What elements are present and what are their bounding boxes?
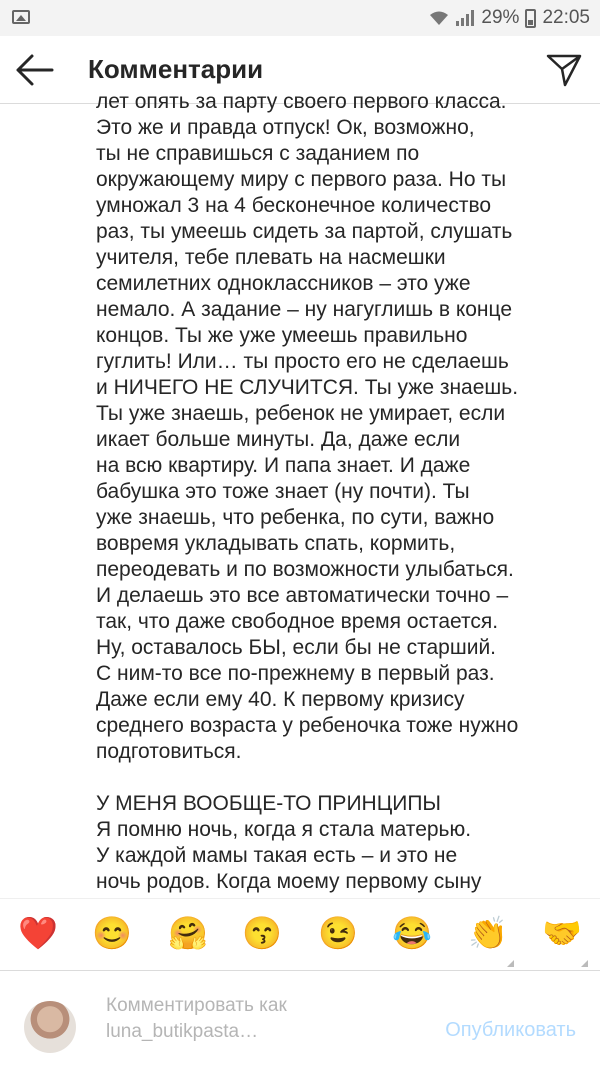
hugging-face-emoji[interactable]: 🤗 <box>168 915 208 951</box>
handshake-glyph: 🤝 <box>542 915 582 951</box>
comment-line: окружающему миру с первого раза. Но ты <box>96 168 507 191</box>
comment-placeholder-line2: luna_butikpasta… <box>106 1021 259 1042</box>
wifi-icon <box>429 10 449 26</box>
arrow-left-icon[interactable] <box>14 52 54 88</box>
kissing-smiling-eyes-emoji[interactable]: 😙 <box>242 915 282 951</box>
skin-tone-corner-icon <box>581 960 588 967</box>
comment-line: уже знаешь, что ребенка, по сути, важно <box>96 506 495 529</box>
comment-placeholder-line1: Комментировать как <box>106 995 287 1016</box>
section-heading: У МЕНЯ ВООБЩЕ-ТО ПРИНЦИПЫ <box>96 792 442 815</box>
comment-input[interactable] <box>106 993 406 1049</box>
comment-line: Я помню ночь, когда я стала матерью. <box>96 818 472 841</box>
comment-composer <box>0 970 600 1066</box>
comment-line: учителя, тебе плевать на насмешки <box>96 246 446 269</box>
comment-line: концов. Ты же уже умеешь правильно <box>96 324 468 347</box>
clapping-hands-emoji[interactable] <box>468 913 508 953</box>
comment-line: вовремя укладывать спать, кормить, <box>96 532 456 555</box>
heart-emoji[interactable]: ❤️ <box>18 915 58 951</box>
comment-line: переодевать и по возможности улыбаться. <box>96 558 514 581</box>
comment-line: ты не справишься с заданием по <box>96 142 420 165</box>
comment-line: лет опять за парту своего первого класса. <box>96 90 507 113</box>
image-icon <box>12 10 30 24</box>
comment-line: У каждой мамы такая есть – и это не <box>96 844 458 867</box>
comment-scroll-area[interactable] <box>0 90 600 898</box>
winking-face-emoji[interactable]: 😉 <box>318 915 358 951</box>
clock-time: 22:05 <box>542 7 590 28</box>
comment-line: ночь родов. Когда моему первому сыну <box>96 870 482 893</box>
comment-line: С ним-то все по-прежнему в первый раз. <box>96 662 495 685</box>
comment-line: среднего возраста у ребеночка тоже нужно <box>96 714 519 737</box>
emoji-quick-bar <box>0 898 600 970</box>
direct-send-icon[interactable] <box>546 52 582 88</box>
comment-line: раз, ты умеешь сидеть за партой, слушать <box>96 220 513 243</box>
comment-line: икает больше минуты. Да, даже если <box>96 428 461 451</box>
comment-line: И делаешь это все автоматически точно – <box>96 584 509 607</box>
clapping-hands-glyph: 👏 <box>468 915 508 951</box>
handshake-emoji[interactable] <box>542 913 582 953</box>
comment-line: Ты уже знаешь, ребенок не умирает, если <box>96 402 506 425</box>
smiling-face-emoji[interactable]: 😊 <box>92 915 132 951</box>
comment-line: Это же и правда отпуск! Ок, возможно, <box>96 116 475 139</box>
comment-line: подготовиться. <box>96 740 242 763</box>
comment-line: семилетних одноклассников – это уже <box>96 272 471 295</box>
comment-line: Даже если ему 40. К первому кризису <box>96 688 465 711</box>
comment-line: немало. А задание – ну нагуглишь в конце <box>96 298 513 321</box>
signal-icon <box>455 10 475 26</box>
comment-line: так, что даже свободное время остается. <box>96 610 499 633</box>
battery-percent: 29% <box>481 7 520 28</box>
comment-line: бабушка это тоже знает (ну почти). Ты <box>96 480 470 503</box>
status-bar <box>0 0 600 36</box>
battery-icon <box>525 9 536 28</box>
comment-line: гуглить! Или… ты просто его не сделаешь <box>96 350 509 373</box>
status-right <box>429 7 590 29</box>
comment-line: и НИЧЕГО НЕ СЛУЧИТСЯ. Ты уже знаешь. <box>96 376 519 399</box>
publish-button[interactable]: Опубликовать <box>445 1019 576 1041</box>
comment-line: Ну, оставалось БЫ, если бы не старший. <box>96 636 497 659</box>
skin-tone-corner-icon <box>507 960 514 967</box>
paragraph-gap <box>96 765 566 791</box>
comment-line: на всю квартиру. И папа знает. И даже <box>96 454 471 477</box>
comment-line: умножал 3 на 4 бесконечное количество <box>96 194 492 217</box>
tears-of-joy-emoji[interactable]: 😂 <box>392 915 432 951</box>
comment-text <box>96 89 566 895</box>
avatar[interactable] <box>24 1001 76 1053</box>
page-title: Комментарии <box>88 54 264 84</box>
